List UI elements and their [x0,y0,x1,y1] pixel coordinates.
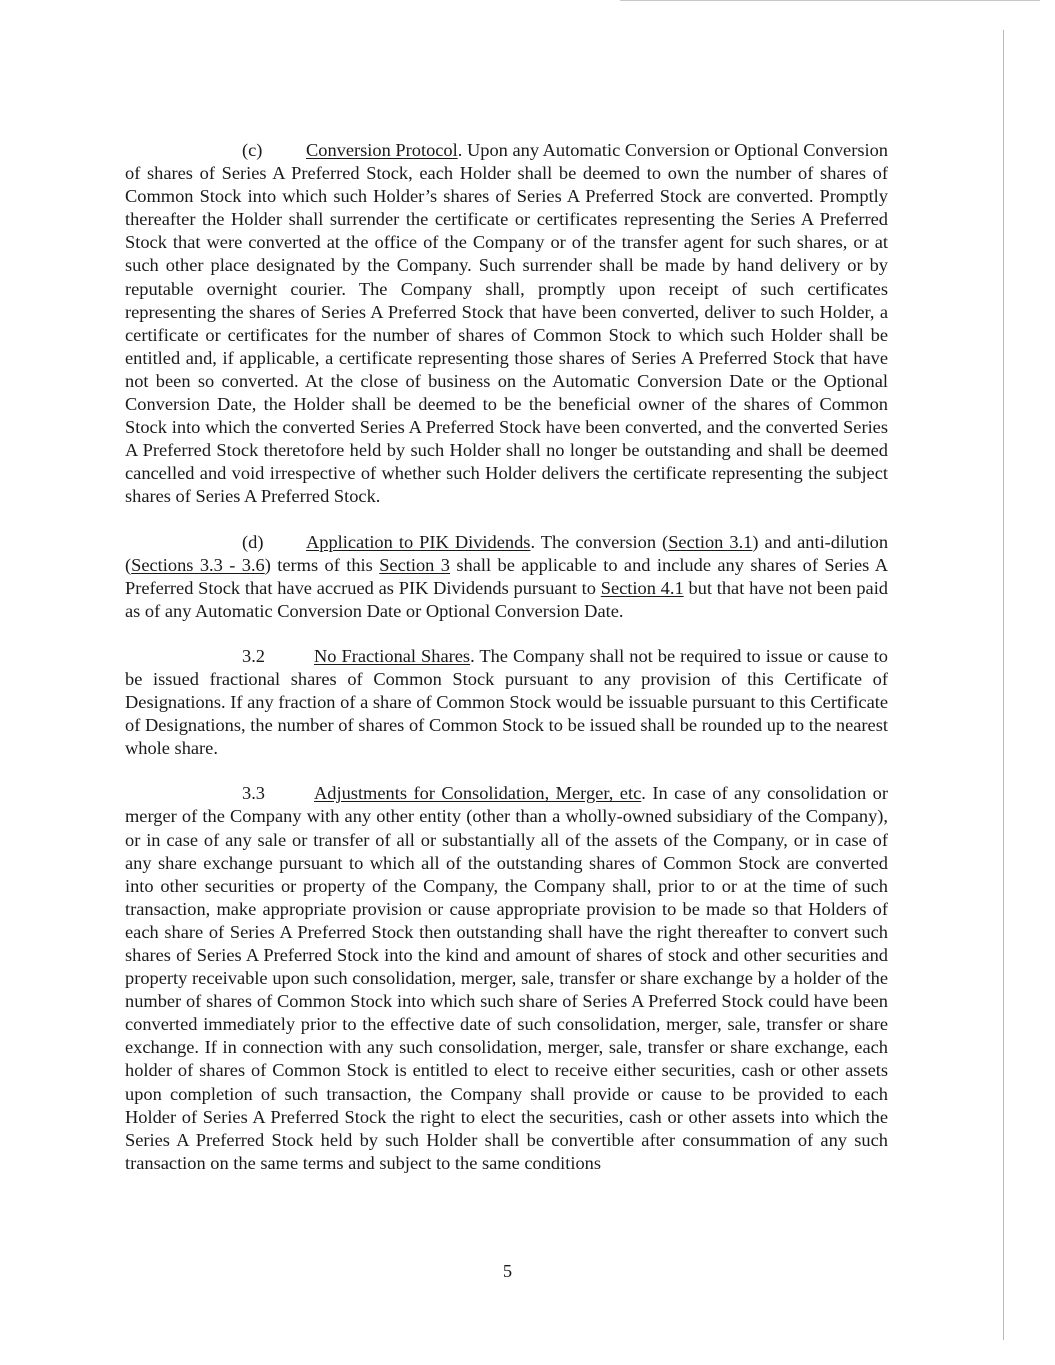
paragraph-text: . In case of any consolidation or merger of the Company with any other entity (other than a wholly-owned subsidiary of the Company), or in case of any sale or transfer of all or substantially all of the assets of the Company, or in case of any share exchange pursuant to which all of the outstanding shares of Common Stock are converted into other securities or property of the Company, the Company shall, prior to or at the time of such transaction, make appropriate provision or cause appropriate provision to be made so that Holders of each share of Series A Preferred Stock then outstanding shall have the right thereafter to convert such shares of Series A Preferred Stock into the kind and amount of shares of stock and other securities and property receivable upon such consolidation, merger, sale, transfer or share exchange by a holder of the number of shares of Common Stock into which such share of Series A Preferred Stock could have been converted immediately prior to the effective date of such consolidation, merger, sale, transfer or share exchange. If in connection with any such consolidation, merger, sale, transfer or share exchange, each holder of shares of Common Stock is entitled to elect to receive either securities, cash or other assets upon completion of such transaction, the Company shall provide or cause to be provided to each Holder of Series A Preferred Stock the right to elect the securities, cash or other assets into which the Series A Preferred Stock held by such Holder shall be convertible after consummation of any such transaction on the same terms and subject to the same conditions [125,783,888,1173]
section-heading: No Fractional Shares [314,645,471,666]
page-number: 5 [502,1261,513,1281]
paragraph-text: ) terms of this [264,554,380,575]
section-reference: Sections 3.3 - 3.6 [131,554,265,575]
document-page [125,139,888,1175]
section-heading: Application to PIK Dividends [306,531,531,552]
paragraph-text: . Upon any Automatic Conversion or Optional Conversion of shares of Series A Preferred Stock, each Holder shall be deemed to own the number of shares of Common Stock into which such Holder’s shares of Series A Preferred Stock are converted. Promptly thereafter the Holder shall surrender the certificate or certificates representing the Series A Preferred Stock that were converted at the office of the Company or of the transfer agent for such shares, or at such other place designated by the Company. Such surrender shall be made by hand delivery or by reputable overnight courier. The Company shall, promptly upon receipt of such certificates representing the shares of Series A Preferred Stock that have been converted, deliver to such Holder, a certificate or certificates for the number of shares of Common Stock to which such Holder shall be entitled and, if applicable, a certificate representing those shares of Series A Preferred Stock that have not been so converted. At the close of business on the Automatic Conversion Date or the Optional Conversion Date, the Holder shall be deemed to be the beneficial owner of the shares of Common Stock into which the converted Series A Preferred Stock have been converted, and the converted Series A Preferred Stock theretofore held by such Holder shall no longer be outstanding and shall be deemed cancelled and void irrespective of whether such Holder delivers the certificate representing the subject shares of Series A Preferred Stock. [125,140,889,507]
paragraph-adjustments-consolidation [125,782,888,1175]
section-reference: Section 3.1 [668,531,753,552]
paragraph-text: . The conversion ( [530,531,669,552]
paragraph-text: ) and anti-dilution ( [125,531,889,575]
paragraph-pik-dividends [125,531,888,623]
paragraph-text: but that have not been paid as of any Automatic Conversion Date or Optional Conversion Date. [125,577,889,621]
paragraph-conversion-protocol [125,139,888,509]
section-heading: Adjustments for Consolidation, Merger, etc [314,783,642,804]
scan-edge-right [1003,30,1004,1340]
paragraph-text: . The Company shall not be required to issue or cause to be issued fractional shares of Common Stock pursuant to any provision of this Certificate of Designations. If any fraction of a share of Common Stock would be issuable pursuant to this Certificate of Designations, the number of shares of Common Stock to be issued shall be rounded up to the nearest whole share. [125,645,888,759]
paragraph-text: shall be applicable to and include any shares of Series A Preferred Stock that have accrued as PIK Dividends pursuant to [125,554,889,598]
scan-edge-top [620,0,1040,1]
section-number: 3.3 [242,783,265,804]
paragraph-no-fractional-shares [125,645,888,760]
paragraph-label: (d) [242,531,264,552]
section-reference: Section 3 [379,554,450,575]
section-reference: Section 4.1 [600,577,684,598]
section-heading: Conversion Protocol [306,140,458,160]
section-number: 3.2 [242,645,265,666]
paragraph-label: (c) [242,140,263,160]
